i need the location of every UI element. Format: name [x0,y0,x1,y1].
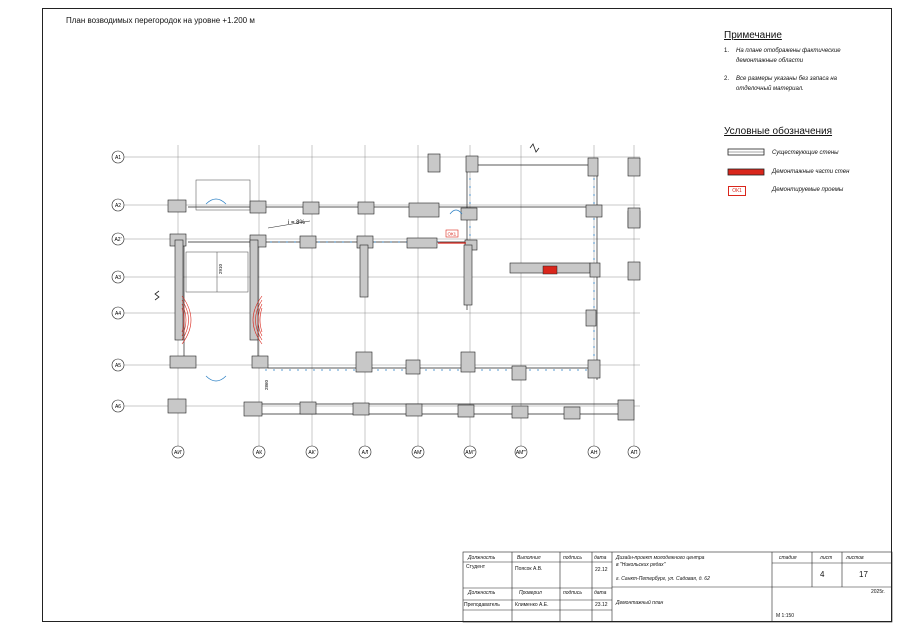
wall-pier [406,360,420,374]
sheets-total: 17 [859,570,868,579]
teacher-date: 23.12 [595,602,608,608]
stamp-header: подпись [563,555,582,561]
title-block-text [463,552,892,622]
wall-pier [250,240,258,340]
wall-pier [458,405,474,417]
wall-pier [428,154,440,172]
row-axis-bubbles [112,151,124,412]
wall-pier [168,399,186,413]
wall-pier [409,203,439,217]
student-role: Студент [466,564,486,570]
wall-pier [586,205,602,217]
wall-pier [300,402,316,414]
column-axis-label: АК [255,450,263,456]
row-axis-label: А5 [114,363,122,369]
notes-heading: Примечание [724,30,782,41]
scale: М 1:150 [776,613,795,619]
column-axis-label: АЛ [361,450,369,456]
row-axis-label: А1 [114,155,122,161]
wall-pier [175,240,183,340]
sheet-header: лист [820,555,833,561]
wall-pier [360,245,368,297]
student-date: 22.12 [595,567,608,573]
column-axis-label: АМ' [413,450,423,456]
project-title: Дизайн-проект молодежного центра [616,555,705,561]
legend-opening-label: Демонтируемые проемы [772,187,844,193]
legend-heading: Условные обозначения [724,126,833,137]
wall-pier [588,360,600,378]
walls [168,154,640,420]
legend-demolish-label: Демонтажные части стен [772,169,850,175]
stamp-header: Выполнил [517,555,541,561]
wall-pier [590,263,600,277]
project-address: г. Санкт-Петербург, ул. Садовая, д. 62 [616,576,710,582]
row-axis-label: А4 [114,311,122,317]
plan-details [155,144,557,381]
wall-pier [512,366,526,380]
wall-pier [586,310,596,326]
stamp-header: дата [594,590,607,596]
wall-pier [628,158,640,176]
column-axis-label: АМ''' [515,450,527,456]
wall-pier [300,236,316,248]
project-title: в "Никольских рядах" [616,562,666,568]
wall-pier [250,201,266,213]
column-axis-bubbles [172,446,640,458]
stamp-header: Должность [468,555,496,561]
wall-pier [466,156,478,172]
note-text: отделочный материал. [736,86,804,92]
note-number: 1. [724,48,730,54]
row-axis-label: А2' [114,237,122,243]
column-axis-label: АП [630,450,638,456]
wall-pier [464,245,472,305]
wall-pier [353,403,369,415]
wall-pier [356,352,372,372]
column-axis-label: АК' [308,450,316,456]
student-name: Поясок А.В. [515,566,543,572]
wall-pier [564,407,580,419]
wall-pier [461,352,475,372]
legend-opening-tag: ОК1 [728,186,746,196]
wall-pier [303,202,319,214]
legend-existing-label: Существующие стены [772,150,839,156]
note-text: Все размеры указаны без запаса на [736,76,837,82]
wall-pier [512,406,528,418]
stamp-header: дата [594,555,607,561]
axis-grid [124,145,640,446]
wall-pier [406,404,422,416]
legend-symbols [728,149,764,175]
row-axis-label: А6 [114,404,122,410]
row-axis-label: А2 [114,203,122,209]
row-axis-label: А3 [114,275,122,281]
stamp-header: Проверил [519,590,542,596]
note-number: 2. [724,76,730,82]
wall-pier [588,158,598,176]
sheet-name: Демонтажный план [616,600,664,606]
wall-pier [628,208,640,228]
stamp-header: подпись [563,590,582,596]
column-axis-label: АИ' [174,450,182,456]
slope-label: i = 8% [288,220,305,226]
wall-pier [618,400,634,420]
wall-pier [168,200,186,212]
stamp-header: Должность [468,590,496,596]
year: 2025г. [871,589,885,595]
wall-pier [628,262,640,280]
wall-pier [244,402,262,416]
sheet-number: 4 [820,570,825,579]
wall-pier [407,238,437,248]
wall-pier [461,208,477,220]
column-axis-label: АМ'' [465,450,475,456]
stage-header: стадия [779,555,797,561]
dim-label: 2910 [218,263,223,274]
note-text: На плане отображены фактические [736,48,841,54]
sheets-header: листов [846,555,864,561]
wall-pier [252,356,268,368]
column-axis-label: АН [590,450,598,456]
wall-pier [170,356,196,368]
note-text: демонтажные области [736,58,804,64]
dim-label: 2860 [264,379,269,390]
teacher-name: Клименко А.Е. [515,602,549,608]
wall-pier [358,202,374,214]
teacher-role: Преподаватель [464,602,500,608]
opening-tag: ОК1 [447,231,457,237]
plan-title: План возводимых перегородок на уровне +1.200 м [66,16,255,25]
